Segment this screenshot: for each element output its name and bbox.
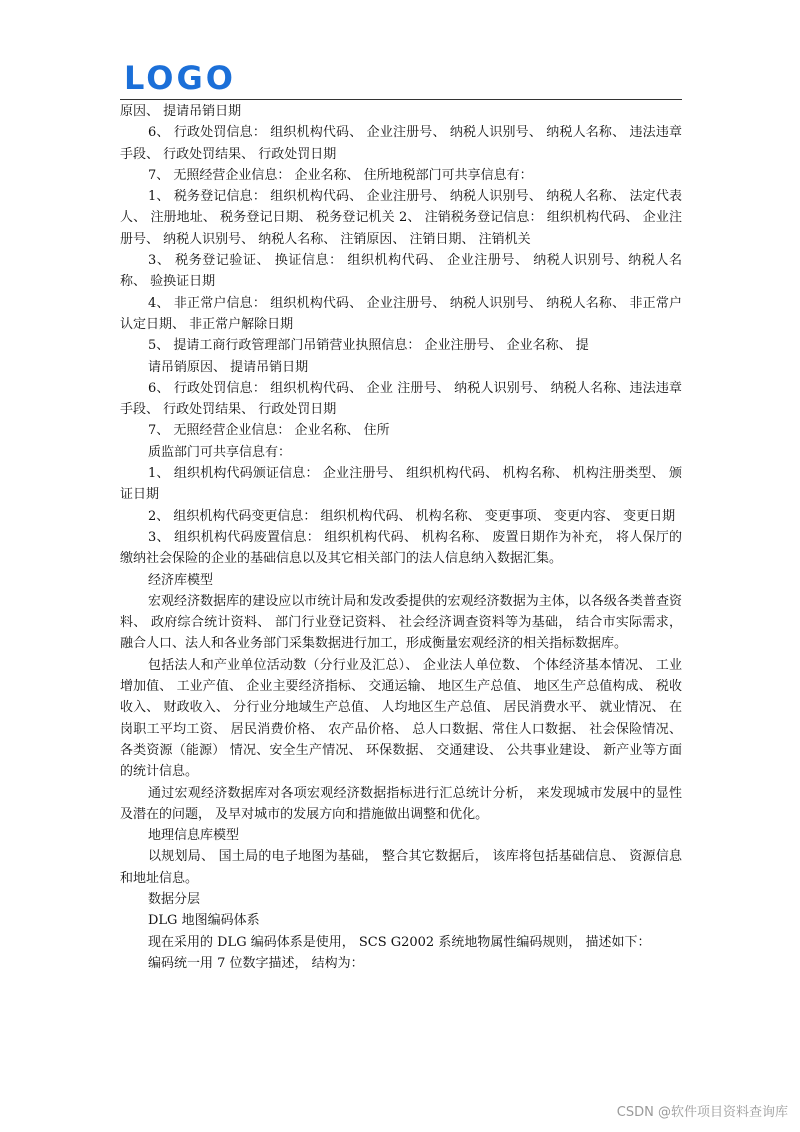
paragraph: DLG 地图编码体系 bbox=[148, 913, 260, 929]
paragraph: 以规划局、 国土局的电子地图为基础， 整合其它数据后， 该库将包括基础信息、 资源信息和地址信息。 bbox=[120, 849, 682, 886]
paragraph: 质监部门可共享信息有： bbox=[148, 444, 292, 460]
paragraph: 请吊销原因、 提请吊销日期 bbox=[148, 359, 309, 375]
paragraph: 7、 无照经营企业信息： 企业名称、 住所地税部门可共享信息有： bbox=[148, 167, 533, 183]
paragraph: 现在采用的 DLG 编码体系是使用， SCS G2002 系统地物属性编码规则， 描述如下： bbox=[148, 934, 651, 950]
paragraph: 2、 组织机构代码变更信息： 组织机构代码、 机构名称、 变更事项、 变更内容、 变更日期 bbox=[148, 508, 676, 524]
paragraph: 4、 非正常户信息： 组织机构代码、 企业注册号、 纳税人识别号、 纳税人名称、 非正常户认定日期、 非正常户解除日期 bbox=[120, 295, 682, 332]
paragraph: 通过宏观经济数据库对各项宏观经济数据指标进行汇总统计分析， 来发现城市发展中的显性及潜在的问题， 及早对城市的发展方向和措施做出调整和优化。 bbox=[120, 785, 682, 822]
paragraph: 数据分层 bbox=[148, 891, 201, 907]
header-rule bbox=[120, 99, 682, 100]
logo: LOGO bbox=[124, 59, 236, 97]
paragraph: 5、 提请工商行政管理部门吊销营业执照信息： 企业注册号、 企业名称、 提 bbox=[148, 338, 589, 354]
paragraph: 宏观经济数据库的建设应以市统计局和发改委提供的宏观经济数据为主体，以各级各类普查资料、 政府综合统计资料、 部门行业登记资料、 社会经济调查资料等为基础， 结合市实际需求， 融合人口、法人和各业务部门采集数据进行加工，形成衡量宏观经济的相关指标数据库。 bbox=[120, 593, 682, 652]
paragraph: 包括法人和产业单位活动数（分行业及汇总）、 企业法人单位数、 个体经济基本情况、 工业增加值、 工业产值、 企业主要经济指标、 交通运输、 地区生产总值、 地区生产总值构成、 税收收入、 财政收入、 分行业分地域生产总值、 人均地区生产总值、 居民消费水平、 就业情况、 在岗职工平均工资、 居民消费价格、 农产品价格、 总人口数据、常住人口数据、 社会保险情况、 各类资源（能源） 情况、安全生产情况、 环保数据、 交通建设、 公共事业建设、 新产业等方面的统计信息。 bbox=[120, 657, 682, 780]
paragraph: 1、 组织机构代码颁证信息： 企业注册号、 组织机构代码、 机构名称、 机构注册类型、 颁证日期 bbox=[120, 466, 682, 503]
paragraph: 3、 税务登记验证、 换证信息： 组织机构代码、 企业注册号、 纳税人识别号、纳税人名称、 验换证日期 bbox=[120, 253, 682, 290]
paragraph: 经济库模型 bbox=[148, 572, 214, 588]
watermark: CSDN @软件项目资料查询库 bbox=[616, 1105, 788, 1120]
paragraph: 原因、 提请吊销日期 bbox=[120, 104, 242, 119]
paragraph: 地理信息库模型 bbox=[148, 828, 240, 844]
paragraph: 编码统一用 7 位数字描述， 结构为： bbox=[148, 955, 364, 971]
paragraph: 7、 无照经营企业信息： 企业名称、 住所 bbox=[148, 423, 390, 439]
paragraph: 1、 税务登记信息： 组织机构代码、 企业注册号、 纳税人识别号、 纳税人名称、 法定代表人、 注册地址、 税务登记日期、 税务登记机关 2、 注销税务登记信息： 组织机构代码、 企业注册号、 纳税人识别号、 纳税人名称、 注销原因、 注销日期、 注销机关 bbox=[120, 189, 682, 247]
document-body bbox=[120, 101, 682, 974]
paragraph: 6、 行政处罚信息： 组织机构代码、 企业注册号、 纳税人识别号、 纳税人名称、 违法违章手段、 行政处罚结果、 行政处罚日期 bbox=[120, 125, 682, 162]
paragraph: 6、 行政处罚信息： 组织机构代码、 企业 注册号、 纳税人识别号、 纳税人名称、违法违章手段、 行政处罚结果、 行政处罚日期 bbox=[120, 380, 682, 418]
paragraph: 3、 组织机构代码废置信息： 组织机构代码、 机构名称、 废置日期作为补充， 将人保厅的缴纳社会保险的企业的基础信息以及其它相关部门的法人信息纳入数据汇集。 bbox=[120, 529, 682, 567]
